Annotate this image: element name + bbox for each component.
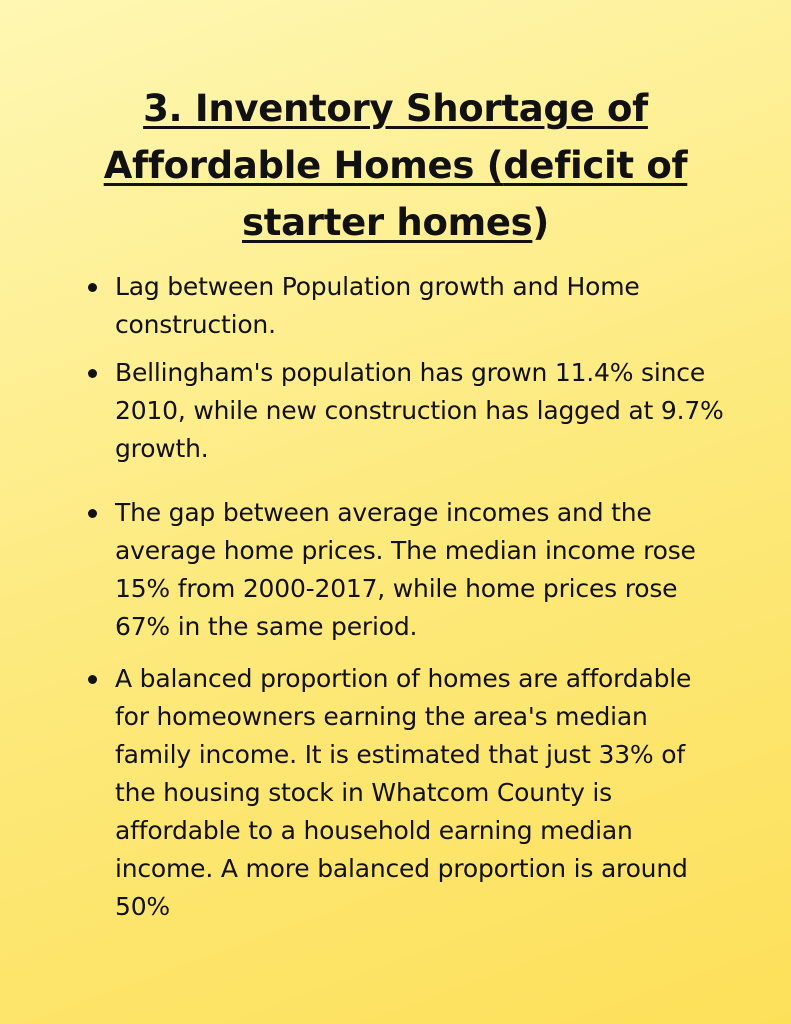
- title-line-1: 3. Inventory Shortage of: [143, 87, 648, 130]
- bullet-dot-icon: [88, 283, 97, 292]
- bullet-dot-icon: [88, 675, 97, 684]
- list-item: [115, 494, 725, 646]
- title-affordable-homes: Affordable Homes (: [103, 144, 504, 187]
- bullet-text: A balanced proportion of homes are affordable for homeowners earning the area's median family income. It is estimated that just 33% of the housing stock in Whatcom County is affordable to a household earning median income. A more balanced proportion is around 50%: [115, 664, 692, 921]
- title-closing-paren: ): [532, 201, 549, 244]
- bullet-text: Lag between Population growth and Home construction.: [115, 272, 640, 339]
- bullet-text: Bellingham's population has grown 11.4% since 2010, while new construction has lagged at 9.7% growth.: [115, 358, 724, 463]
- title-deficit-of: deficit of: [503, 144, 688, 187]
- list-item: [115, 268, 725, 344]
- list-item: [115, 354, 725, 468]
- title-starter-homes: starter homes: [242, 201, 533, 244]
- bullet-dot-icon: [88, 509, 97, 518]
- list-item: [115, 660, 725, 926]
- bullet-text: The gap between average incomes and the average home prices. The median income rose 15% from 2000-2017, while home prices rose 67% in the same period.: [115, 498, 696, 641]
- bullet-dot-icon: [88, 369, 97, 378]
- page-title: [60, 80, 731, 251]
